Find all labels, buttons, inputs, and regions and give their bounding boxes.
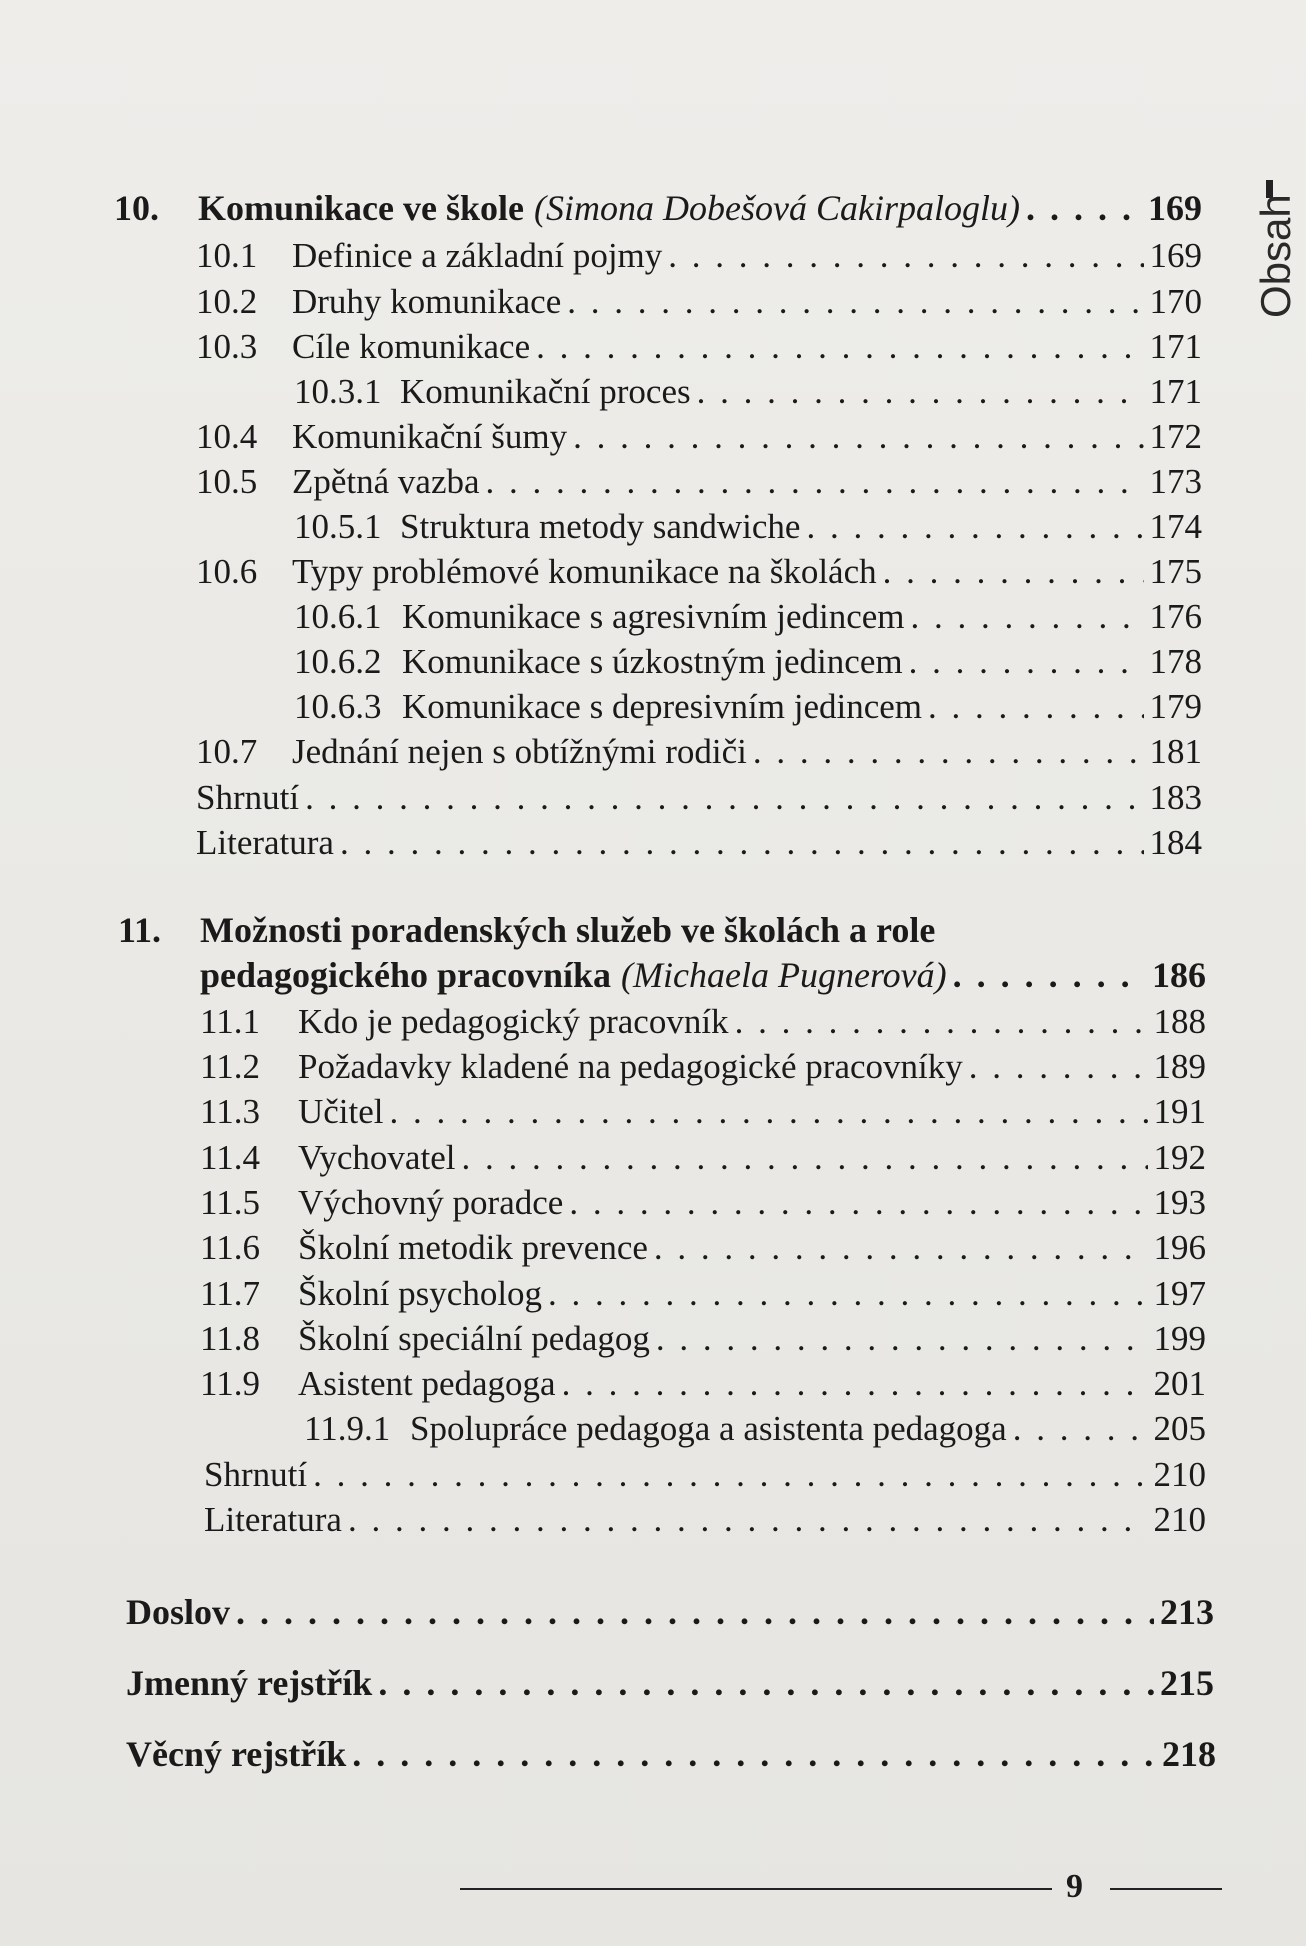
item-number: 10.4 xyxy=(196,417,258,456)
item-title: Literatura xyxy=(204,1500,342,1539)
toc-subitem[interactable] xyxy=(294,374,1202,409)
item-number: 10.1 xyxy=(196,236,258,275)
item-page: 210 xyxy=(1153,1455,1206,1494)
leader-dots xyxy=(305,780,1143,815)
item-title: Jednání nejen s obtížnými rodiči xyxy=(292,732,747,771)
toc-subitem[interactable] xyxy=(294,644,1202,679)
item-title: Asistent pedagoga xyxy=(298,1364,556,1403)
item-page: 218 xyxy=(1162,1734,1216,1774)
item-number: 10.6.1 xyxy=(294,597,382,636)
chapter-number: 10. xyxy=(114,188,159,228)
item-number: 10.3.1 xyxy=(294,372,382,411)
item-page: 199 xyxy=(1153,1319,1206,1358)
item-title: Spolupráce pedagoga a asistenta pedagoga xyxy=(410,1409,1007,1448)
leader-dots xyxy=(735,1004,1148,1039)
toc-subitem[interactable] xyxy=(294,689,1202,724)
item-page: 201 xyxy=(1153,1364,1206,1403)
item-title: Výchovný poradce xyxy=(298,1183,564,1222)
leader-dots xyxy=(461,1140,1147,1175)
toc-item[interactable] xyxy=(200,1185,1206,1220)
item-number: 11.3 xyxy=(200,1092,260,1131)
chapter-title-line1: Možnosti poradenských služeb ve školách a role xyxy=(200,910,936,950)
item-page: 213 xyxy=(1160,1592,1214,1632)
toc-item[interactable] xyxy=(200,1230,1206,1265)
item-number: 11.2 xyxy=(200,1047,260,1086)
toc-item[interactable] xyxy=(196,284,1202,319)
leader-dots xyxy=(352,1736,1156,1772)
item-number: 11.8 xyxy=(200,1319,260,1358)
item-page: 191 xyxy=(1153,1092,1206,1131)
leader-dots xyxy=(536,329,1143,364)
toc-subitem[interactable] xyxy=(294,599,1202,634)
item-page: 196 xyxy=(1153,1228,1206,1267)
item-number: 10.5.1 xyxy=(294,507,382,546)
leader-dots xyxy=(909,644,1144,679)
toc-item-summary[interactable] xyxy=(204,1457,1206,1492)
item-number: 11.9.1 xyxy=(304,1409,391,1448)
leader-dots xyxy=(753,734,1144,769)
leader-dots xyxy=(313,1457,1147,1492)
item-page: 192 xyxy=(1153,1138,1206,1177)
item-title: Školní metodik prevence xyxy=(298,1228,648,1267)
item-number: 10.7 xyxy=(196,732,258,771)
item-page: 174 xyxy=(1149,507,1202,546)
item-page: 193 xyxy=(1153,1183,1206,1222)
item-page: 183 xyxy=(1149,778,1202,817)
item-title: Komunikace s úzkostným jedincem xyxy=(402,642,903,681)
item-title: Školní speciální pedagog xyxy=(298,1319,650,1358)
toc-item[interactable] xyxy=(200,1276,1206,1311)
item-title: Literatura xyxy=(196,823,334,862)
toc-item[interactable] xyxy=(200,1366,1206,1401)
toc-item-summary[interactable] xyxy=(196,780,1202,815)
toc-item[interactable] xyxy=(196,329,1202,364)
item-number: 11.7 xyxy=(200,1274,260,1313)
leader-dots xyxy=(573,419,1143,454)
item-page: 172 xyxy=(1149,417,1202,456)
item-title: Věcný rejstřík xyxy=(126,1734,347,1774)
item-number: 10.6.3 xyxy=(294,687,382,726)
leader-dots xyxy=(548,1276,1147,1311)
toc-name-index[interactable] xyxy=(126,1665,1214,1701)
item-page: 189 xyxy=(1153,1047,1206,1086)
item-title: Definice a základní pojmy xyxy=(292,236,663,275)
leader-dots xyxy=(340,825,1144,860)
item-number: 10.5 xyxy=(196,462,258,501)
toc-item-literature[interactable] xyxy=(196,825,1202,860)
item-page: 179 xyxy=(1149,687,1202,726)
item-title: Komunikační proces xyxy=(400,372,691,411)
item-number: 10.6 xyxy=(196,552,258,591)
chapter-title: Komunikace ve škole xyxy=(198,188,525,228)
leader-dots xyxy=(928,689,1144,724)
footer-rule-right xyxy=(1110,1888,1222,1890)
item-title: Učitel xyxy=(298,1092,384,1131)
leader-dots xyxy=(486,464,1144,499)
item-page: 188 xyxy=(1153,1002,1206,1041)
side-tab-label: Obsah xyxy=(1252,194,1299,318)
leader-dots xyxy=(1013,1411,1148,1446)
item-title: Požadavky kladené na pedagogické pracovníky xyxy=(298,1047,963,1086)
item-title: Kdo je pedagogický pracovník xyxy=(298,1002,729,1041)
item-page: 210 xyxy=(1153,1500,1206,1539)
footer-rule-left xyxy=(460,1888,1052,1890)
toc-item[interactable] xyxy=(196,554,1202,589)
item-page: 169 xyxy=(1149,236,1202,275)
leader-dots xyxy=(1026,190,1142,226)
chapter-author: (Simona Dobešová Cakirpaloglu) xyxy=(534,188,1020,228)
item-title: Komunikace s agresivním jedincem xyxy=(402,597,905,636)
leader-dots xyxy=(668,238,1143,273)
item-number: 10.6.2 xyxy=(294,642,382,681)
item-number: 11.1 xyxy=(200,1002,260,1041)
item-number: 11.9 xyxy=(200,1364,260,1403)
toc-item[interactable] xyxy=(196,464,1202,499)
toc-item[interactable] xyxy=(200,1094,1206,1129)
item-title: Komunikační šumy xyxy=(292,417,568,456)
item-page: 184 xyxy=(1149,823,1202,862)
item-page: 171 xyxy=(1149,372,1202,411)
item-number: 10.3 xyxy=(196,327,258,366)
leader-dots xyxy=(562,1366,1148,1401)
item-title: Shrnutí xyxy=(196,778,300,817)
item-page: 176 xyxy=(1149,597,1202,636)
toc-item[interactable] xyxy=(200,1004,1206,1039)
toc-subitem[interactable] xyxy=(294,509,1202,544)
leader-dots xyxy=(656,1321,1148,1356)
item-number: 10.2 xyxy=(196,282,258,321)
toc-chapter-11-line2[interactable] xyxy=(200,957,1206,993)
item-page: 170 xyxy=(1149,282,1202,321)
chapter-page: 186 xyxy=(1152,955,1206,995)
item-number: 11.4 xyxy=(200,1138,260,1177)
chapter-page: 169 xyxy=(1148,188,1202,228)
toc-chapter-10[interactable] xyxy=(114,190,1202,226)
chapter-number: 11. xyxy=(118,910,162,950)
leader-dots xyxy=(378,1665,1154,1701)
item-page: 173 xyxy=(1149,462,1202,501)
chapter-title-line2: pedagogického pracovníka xyxy=(200,955,612,995)
leader-dots xyxy=(236,1594,1154,1630)
item-page: 175 xyxy=(1149,552,1202,591)
leader-dots xyxy=(569,1185,1147,1220)
toc-subject-index[interactable] xyxy=(126,1736,1216,1772)
leader-dots xyxy=(697,374,1144,409)
toc-item[interactable] xyxy=(200,1049,1206,1084)
toc-afterword[interactable] xyxy=(126,1594,1214,1630)
item-title: Školní psycholog xyxy=(298,1274,543,1313)
item-page: 181 xyxy=(1149,732,1202,771)
chapter-author: (Michaela Pugnerová) xyxy=(621,955,947,995)
item-title: Jmenný rejstřík xyxy=(126,1663,373,1703)
leader-dots xyxy=(953,957,1146,993)
item-page: 197 xyxy=(1153,1274,1206,1313)
page-number: 9 xyxy=(1066,1868,1083,1905)
toc-item[interactable] xyxy=(196,238,1202,273)
item-number: 11.5 xyxy=(200,1183,260,1222)
leader-dots xyxy=(806,509,1143,544)
toc-item[interactable] xyxy=(196,419,1202,454)
toc-item[interactable] xyxy=(200,1140,1206,1175)
item-title: Druhy komunikace xyxy=(292,282,562,321)
toc-item[interactable] xyxy=(196,734,1202,769)
leader-dots xyxy=(969,1049,1148,1084)
item-title: Zpětná vazba xyxy=(292,462,480,501)
item-title: Typy problémové komunikace na školách xyxy=(292,552,877,591)
leader-dots xyxy=(883,554,1144,589)
item-page: 205 xyxy=(1153,1409,1206,1448)
item-title: Cíle komunikace xyxy=(292,327,531,366)
item-title: Doslov xyxy=(126,1592,231,1632)
item-title: Struktura metody sandwiche xyxy=(400,507,801,546)
leader-dots xyxy=(567,284,1143,319)
toc-chapter-11-line1[interactable] xyxy=(118,912,1206,948)
item-title: Shrnutí xyxy=(204,1455,308,1494)
leader-dots xyxy=(654,1230,1148,1265)
item-page: 171 xyxy=(1149,327,1202,366)
leader-dots xyxy=(911,599,1144,634)
item-page: 215 xyxy=(1160,1663,1214,1703)
toc-subitem[interactable] xyxy=(304,1411,1206,1446)
leader-dots xyxy=(390,1094,1148,1129)
item-number: 11.6 xyxy=(200,1228,260,1267)
toc-item-literature[interactable] xyxy=(204,1502,1206,1537)
item-title: Vychovatel xyxy=(298,1138,456,1177)
item-title: Komunikace s depresivním jedincem xyxy=(402,687,922,726)
toc-item[interactable] xyxy=(200,1321,1206,1356)
item-page: 178 xyxy=(1149,642,1202,681)
leader-dots xyxy=(348,1502,1148,1537)
